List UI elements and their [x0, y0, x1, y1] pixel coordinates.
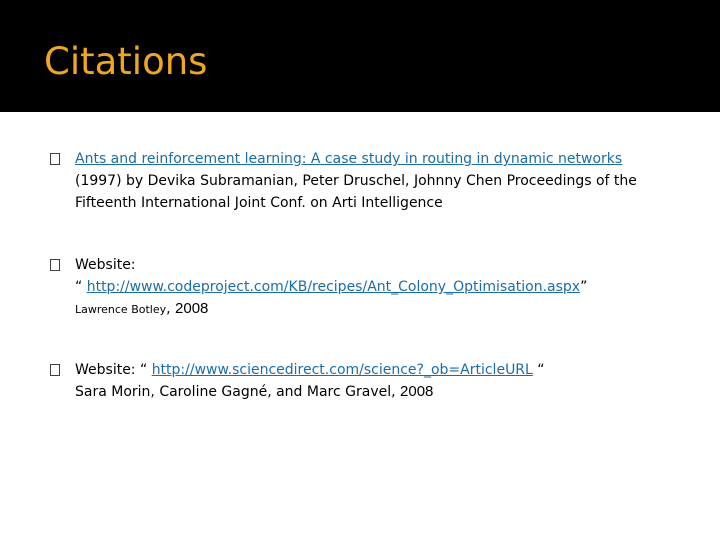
- website-label: Website:: [75, 257, 136, 273]
- citation-item: [50, 254, 680, 321]
- close-quote: “: [532, 362, 545, 378]
- citation-authors: Sara Morin, Caroline Gagné, and Marc Gravel,: [75, 384, 401, 400]
- citation-list: [50, 148, 680, 403]
- box-bullet-icon: [50, 153, 60, 165]
- website-link[interactable]: http://www.codeproject.com/KB/recipes/Ant_Colony_Optimisation.aspx: [86, 279, 581, 295]
- open-quote: “: [75, 279, 87, 295]
- citation-author-line: [75, 381, 680, 403]
- separator: ,: [166, 301, 176, 317]
- citation-url-line: [75, 276, 680, 298]
- citation-year: 2008: [400, 383, 434, 400]
- citation-details-cont: Fifteenth International Joint Conf. on Arti Intelligence: [75, 195, 443, 211]
- website-label: Website: “: [75, 362, 152, 378]
- close-quote: ”: [580, 279, 588, 295]
- citation-author-line: [75, 298, 680, 321]
- citation-line: [75, 148, 680, 170]
- citation-details: (1997) by Devika Subramanian, Peter Druschel, Johnny Chen Proceedings of the: [75, 173, 637, 189]
- citation-year: 2008: [175, 300, 209, 317]
- box-bullet-icon: [50, 259, 60, 271]
- citation-item: [50, 148, 680, 214]
- slide-header: [0, 0, 720, 112]
- citation-item: [50, 359, 680, 403]
- box-bullet-icon: [50, 364, 60, 376]
- citation-link[interactable]: Ants and reinforcement learning: A case study in routing in dynamic networks: [75, 151, 623, 167]
- slide-title: Citations: [44, 40, 208, 83]
- website-link[interactable]: http://www.sciencedirect.com/science?_ob=ArticleURL: [151, 362, 533, 378]
- citation-author: Lawrence Botley: [75, 303, 167, 316]
- citation-url-line: [75, 359, 680, 381]
